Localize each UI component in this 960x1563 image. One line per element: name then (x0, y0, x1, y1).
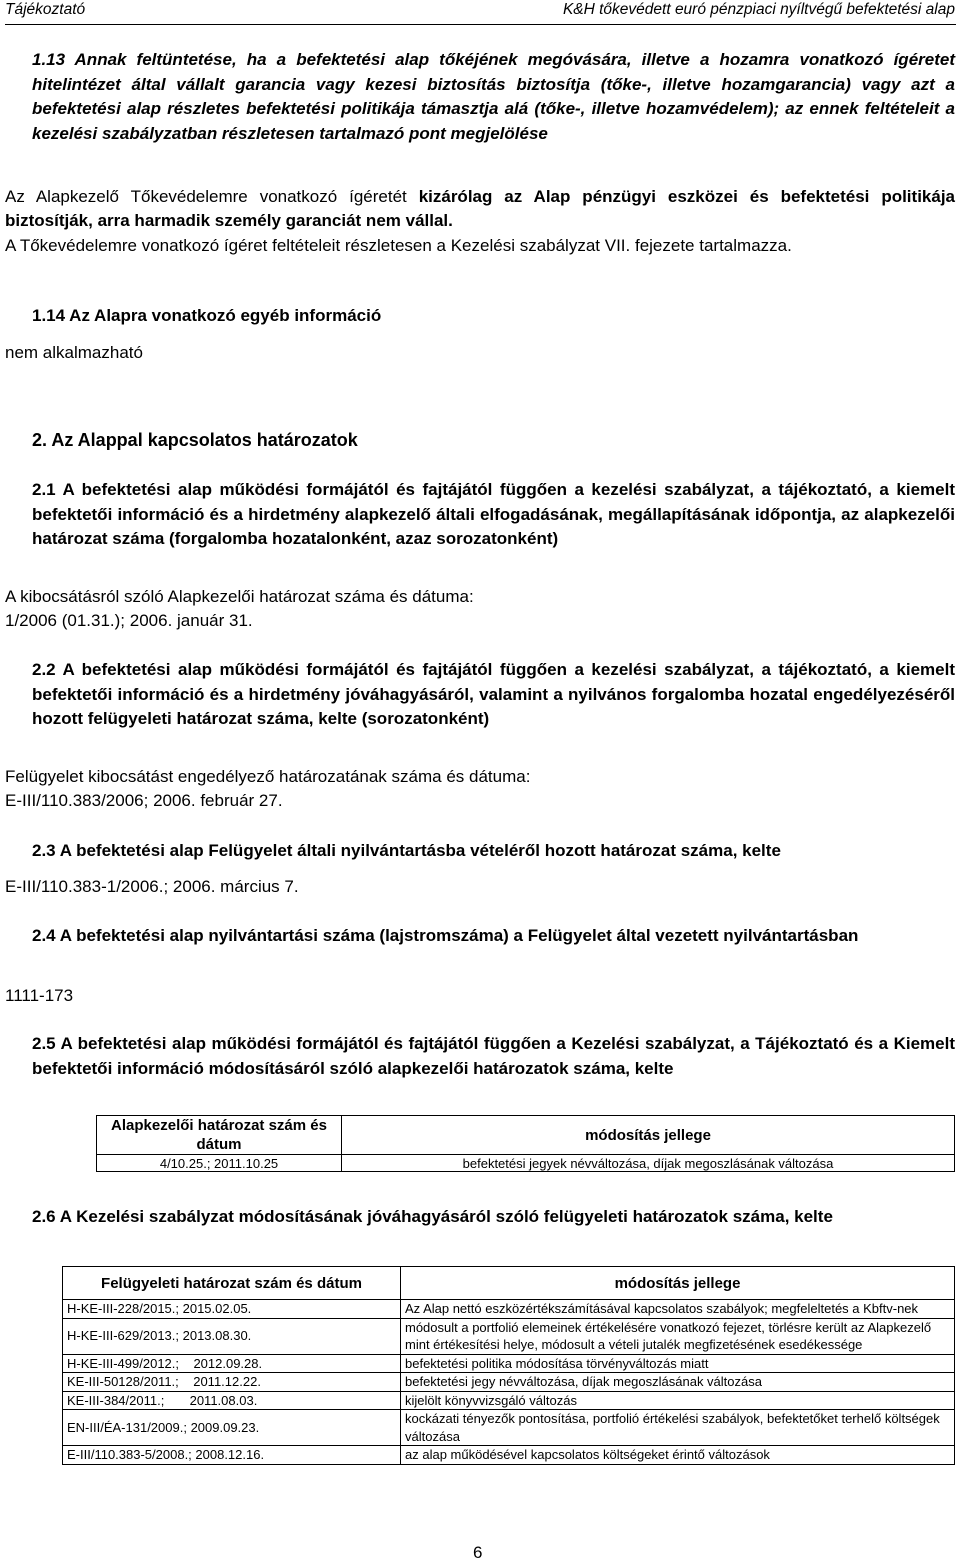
table-cell: H-KE-III-629/2013.; 2013.08.30. (63, 1318, 401, 1354)
table-row (63, 1410, 955, 1446)
section-1-13-paragraph-1-normal: Az Alapkezelő Tőkevédelemre vonatkozó ígéretét (5, 187, 419, 206)
section-1-14-heading: 1.14 Az Alapra vonatkozó egyéb információ (32, 306, 382, 325)
section-2-1-line-2: 1/2006 (01.31.); 2006. január 31. (5, 611, 253, 630)
alapkezeloi-hatarozatok-table (96, 1115, 955, 1172)
section-1-13-paragraph-1-bold: kizárólag az Alap pénzügyi eszközei és befektetési politikája biztosítják, arra harmadik személy garanciát nem vállal. (5, 187, 956, 230)
table-cell: befektetési jegyek névváltozása, díjak megoszlásának változása (342, 1155, 955, 1172)
table-cell: EN-III/ÉA-131/2009.; 2009.09.23. (63, 1410, 401, 1446)
section-1-13-heading: 1.13 Annak feltüntetése, ha a befektetési alap tőkéjének megóvására, illetve a hozamra vonatkozó ígéretet hitelintézet által vállalt garancia vagy kezesi biztosítás biztosítja (tőke-, illetve hozamgarancia) vagy azt a befektetési alap részletes befektetési politikája támasztja alá (tőke-, illetve hozamvédelem); az ennek feltételeit a kezelési szabályzatban részletesen tartalmazó pont megjelölése (32, 50, 955, 143)
table-header-cell: módosítás jellege (401, 1267, 955, 1300)
table-cell: KE-III-384/2011.; 2011.08.03. (63, 1391, 401, 1410)
table-header-cell: Alapkezelői határozat szám és dátum (97, 1116, 342, 1155)
table-row (63, 1318, 955, 1354)
table-row (63, 1354, 955, 1373)
section-2-heading: 2. Az Alappal kapcsolatos határozatok (32, 430, 358, 450)
table-cell: befektetési jegy névváltozása, díjak megoszlásának változása (401, 1373, 955, 1392)
section-2-4-text: 1111-173 (5, 986, 74, 1005)
section-2-3-heading: 2.3 A befektetési alap Felügyelet általi nyilvántartásba vételéről hozott határozat száma, kelte (32, 841, 781, 860)
header-right-title: K&H tőkevédett euró pénzpiaci nyíltvégű befektetési alap (562, 1, 955, 18)
section-2-5-heading: 2.5 A befektetési alap működési formájától és fajtájától függően a Kezelési szabályzat, a Tájékoztató és a Kiemelt befektetői információ módosításáról szóló alapkezelői határozatok száma, kelte (32, 1034, 955, 1078)
table-row (63, 1446, 955, 1465)
section-2-2-line-1: Felügyelet kibocsátást engedélyező határozatának száma és dátuma: (5, 767, 531, 786)
section-2-4-heading: 2.4 A befektetési alap nyilvántartási száma (lajstromszáma) a Felügyelet által vezetett nyilvántartásban (32, 926, 859, 945)
section-1-13-paragraph-2: A Tőkevédelemre vonatkozó ígéret feltételeit részletesen a Kezelési szabályzat VII. fejezete tartalmazza. (5, 236, 792, 255)
table-cell: H-KE-III-228/2015.; 2015.02.05. (63, 1300, 401, 1319)
table-cell: kockázati tényezők pontosítása, portfolió értékelési szabályok, befektetőket terhelő költségek változása (401, 1410, 955, 1446)
table-cell: E-III/110.383-5/2008.; 2008.12.16. (63, 1446, 401, 1465)
header-divider (5, 24, 956, 25)
table-cell: kijelölt könyvvizsgáló változás (401, 1391, 955, 1410)
header-left-title: Tájékoztató (5, 1, 86, 18)
table-cell: 4/10.25.; 2011.10.25 (97, 1155, 342, 1172)
table-row (97, 1155, 955, 1172)
table-row (63, 1300, 955, 1319)
section-2-2-line-2: E-III/110.383/2006; 2006. február 27. (5, 791, 283, 810)
table-header-cell: módosítás jellege (342, 1116, 955, 1155)
table-cell: az alap működésével kapcsolatos költségeket érintő változások (401, 1446, 955, 1465)
table-cell: KE-III-50128/2011.; 2011.12.22. (63, 1373, 401, 1392)
table-cell: befektetési politika módosítása törvényváltozás miatt (401, 1354, 955, 1373)
table-cell: módosult a portfolió elemeinek értékelésére vonatkozó fejezet, törlésre került az Alapkezelő mint értékesítési helye, módosult a vételi jutalék megfizetésének esedékessége (401, 1318, 955, 1354)
section-1-13-paragraph-1 (5, 185, 955, 233)
table-row (63, 1391, 955, 1410)
page-number: 6 (473, 1543, 483, 1562)
table-row (63, 1373, 955, 1392)
table-cell: H-KE-III-499/2012.; 2012.09.28. (63, 1354, 401, 1373)
table-header-row (97, 1116, 955, 1155)
table-header-cell: Felügyeleti határozat szám és dátum (63, 1267, 401, 1300)
section-1-14-text: nem alkalmazható (5, 343, 143, 362)
section-2-1-line-1: A kibocsátásról szóló Alapkezelői határozat száma és dátuma: (5, 587, 474, 606)
section-2-2-heading: 2.2 A befektetési alap működési formájától és fajtájától függően a kezelési szabályzat, a tájékoztató, a kiemelt befektetői információ és a hirdetmény jóváhagyásáról, valamint a nyilvános forgalomba hozatal engedélyezéséről hozott felügyeleti határozat száma, kelte (sorozatonként) (32, 660, 955, 729)
table-header-row (63, 1267, 955, 1300)
section-2-1-heading: 2.1 A befektetési alap működési formájától és fajtájától függően a kezelési szabályzat, a tájékoztató, a kiemelt befektetői információ és a hirdetmény alapkezelő általi elfogadásának, megállapításának időpontja, az alapkezelői határozat száma (forgalomba hozatalonként, azaz sorozatonként) (32, 480, 955, 549)
section-2-6-heading: 2.6 A Kezelési szabályzat módosításának jóváhagyásáról szóló felügyeleti határozatok száma, kelte (32, 1207, 833, 1226)
section-2-3-text: E-III/110.383-1/2006.; 2006. március 7. (5, 877, 299, 896)
felugyeleti-hatarozatok-table (62, 1266, 955, 1465)
table-cell: Az Alap nettó eszközértékszámításával kapcsolatos szabályok; megfeleltetés a Kbftv-nek (401, 1300, 955, 1319)
